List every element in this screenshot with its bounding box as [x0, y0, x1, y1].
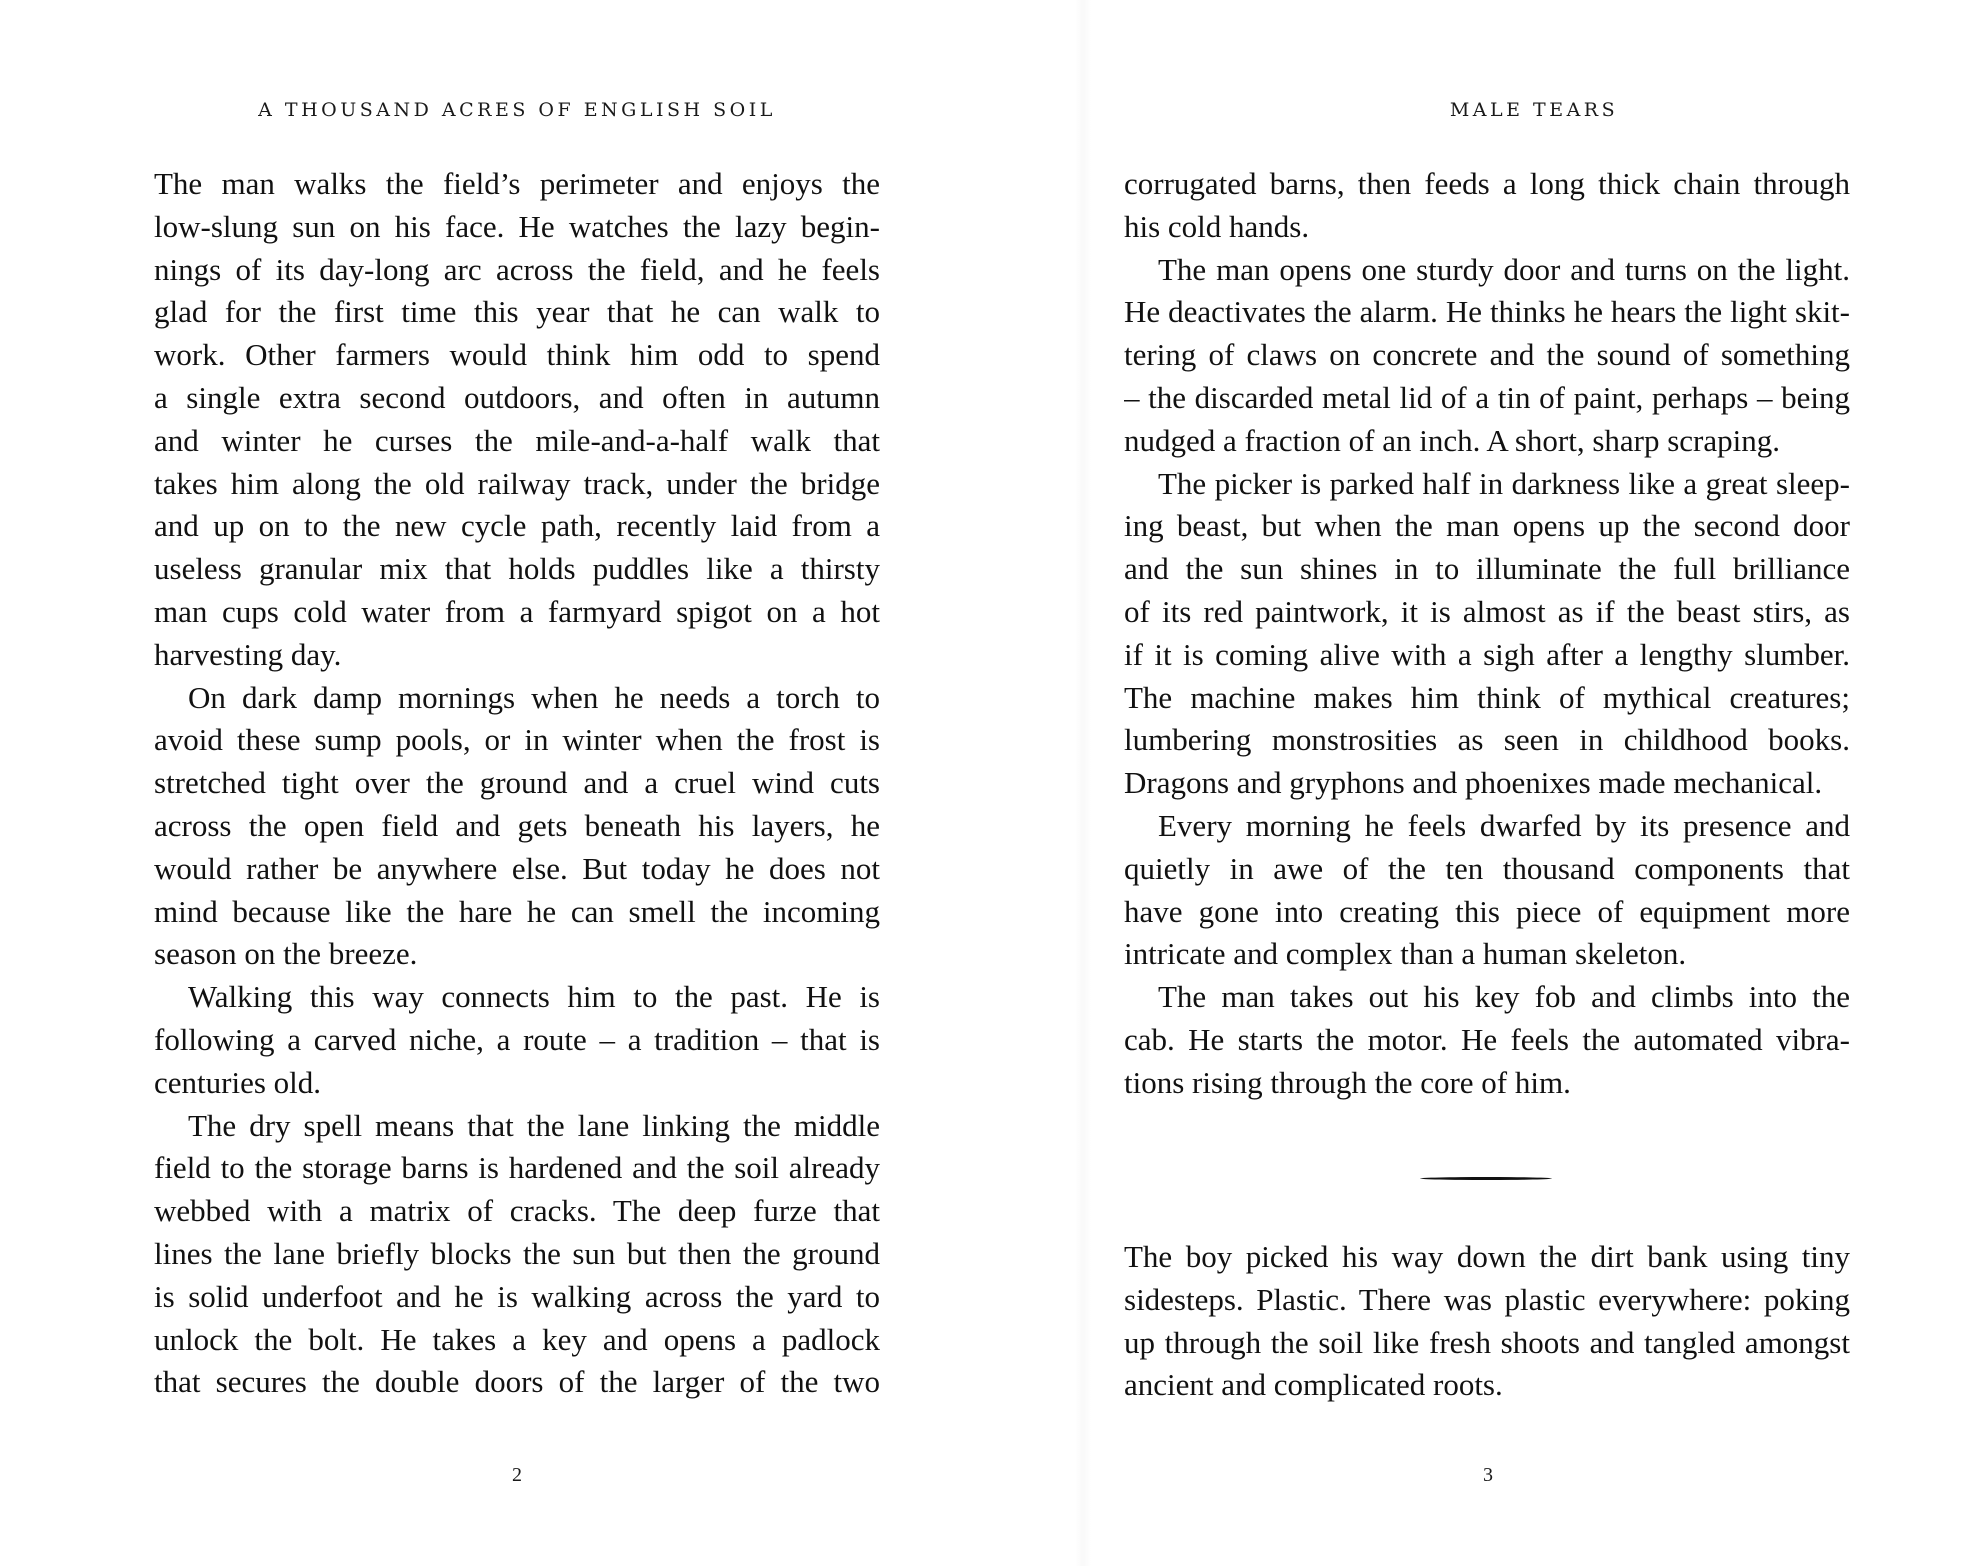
text-line: ing beast, but when the man opens up the second door: [1124, 508, 1850, 544]
text-line: nudged a fraction of an inch. A short, sharp scraping.: [1124, 422, 1780, 458]
text-line: useless granular mix that holds puddles like a thirsty: [154, 551, 880, 587]
text-line: harvesting day.: [154, 636, 342, 672]
text-line: stretched tight over the ground and a cruel wind cuts: [154, 765, 880, 801]
left-page-number: 2: [512, 1464, 522, 1486]
text-line: of its red paintwork, it is almost as if the beast stirs, as: [1124, 593, 1850, 629]
text-line: and the sun shines in to illuminate the full brilliance: [1124, 551, 1850, 587]
text-line: and up on to the new cycle path, recently laid from a: [154, 508, 880, 544]
left-body-text: [154, 163, 880, 1404]
text-line: ancient and complicated roots.: [1124, 1367, 1503, 1403]
text-line: webbed with a matrix of cracks. The deep furze that: [154, 1193, 880, 1229]
section-break-ornament: [1420, 1177, 1552, 1181]
right-body-text: [1124, 163, 1850, 1105]
text-line: have gone into creating this piece of equipment more: [1124, 893, 1850, 929]
text-line: centuries old.: [154, 1064, 322, 1100]
right-page-number: 3: [1483, 1464, 1493, 1486]
text-line: The boy picked his way down the dirt bank using tiny: [1124, 1239, 1850, 1274]
text-line: would rather be anywhere else. But today he does not: [154, 850, 880, 886]
text-line: avoid these sump pools, or in winter when the frost is: [154, 722, 880, 758]
text-line: season on the breeze.: [154, 936, 418, 972]
text-line: Walking this way connects him to the past. He is: [188, 979, 880, 1015]
right-new-section-text: [1124, 1236, 1850, 1407]
text-line: The machine makes him think of mythical creatures;: [1124, 679, 1850, 715]
text-line: The man takes out his key fob and climbs into the: [1158, 979, 1850, 1015]
text-line: if it is coming alive with a sigh after a lengthy slumber.: [1124, 636, 1850, 672]
text-line: – the discarded metal lid of a tin of paint, perhaps – being: [1124, 379, 1850, 415]
text-line: man cups cold water from a farmyard spigot on a hot: [154, 593, 880, 629]
text-line: On dark damp mornings when he needs a torch to: [188, 679, 880, 715]
text-line: is solid underfoot and he is walking across the yard to: [154, 1278, 880, 1314]
text-line: tering of claws on concrete and the sound of something: [1124, 337, 1850, 373]
text-line: Every morning he feels dwarfed by its presence and: [1158, 807, 1850, 843]
left-running-head: A THOUSAND ACRES OF ENGLISH SOIL: [258, 99, 776, 121]
right-page: [1080, 0, 1988, 1566]
text-line: field to the storage barns is hardened and the soil already: [154, 1150, 880, 1186]
section-break-line: [1420, 1177, 1552, 1180]
text-line: that secures the double doors of the larger of the two: [154, 1364, 880, 1400]
text-line: mind because like the hare he can smell the incoming: [154, 893, 880, 929]
text-line: sidesteps. Plastic. There was plastic everywhere: poking: [1124, 1281, 1850, 1317]
text-line: takes him along the old railway track, under the bridge: [154, 465, 880, 501]
text-line: unlock the bolt. He takes a key and opens a padlock: [154, 1321, 880, 1357]
text-line: and winter he curses the mile-and-a-half walk that: [154, 422, 880, 458]
text-line: lumbering monstrosities as seen in childhood books.: [1124, 722, 1850, 758]
text-line: intricate and complex than a human skeleton.: [1124, 936, 1687, 972]
text-line: corrugated barns, then feeds a long thick chain through: [1124, 166, 1850, 201]
text-line: following a carved niche, a route – a tradition – that is: [154, 1021, 880, 1057]
text-line: lines the lane briefly blocks the sun but then the ground: [154, 1235, 880, 1271]
text-line: across the open field and gets beneath his layers, he: [154, 807, 880, 843]
text-line: The picker is parked half in darkness like a great sleep-: [1158, 465, 1850, 501]
text-line: cab. He starts the motor. He feels the automated vibra-: [1124, 1021, 1850, 1057]
text-line: The dry spell means that the lane linking the middle: [188, 1107, 880, 1143]
text-line: a single extra second outdoors, and often in autumn: [154, 379, 880, 415]
text-line: He deactivates the alarm. He thinks he hears the light skit-: [1124, 294, 1850, 330]
text-line: work. Other farmers would think him odd to spend: [154, 337, 880, 373]
text-line: glad for the first time this year that he can walk to: [154, 294, 880, 330]
text-line: quietly in awe of the ten thousand components that: [1124, 850, 1850, 886]
text-line: nings of its day-long arc across the field, and he feels: [154, 251, 880, 287]
text-line: The man walks the field’s perimeter and enjoys the: [154, 166, 880, 201]
text-line: up through the soil like fresh shoots and tangled amongst: [1124, 1324, 1850, 1360]
text-line: tions rising through the core of him.: [1124, 1064, 1571, 1100]
text-line: Dragons and gryphons and phoenixes made mechanical.: [1124, 765, 1823, 801]
text-line: low-slung sun on his face. He watches the lazy begin-: [154, 208, 880, 244]
right-running-head: MALE TEARS: [1449, 99, 1619, 121]
text-line: The man opens one sturdy door and turns on the light.: [1158, 251, 1850, 287]
text-line: his cold hands.: [1124, 208, 1310, 244]
